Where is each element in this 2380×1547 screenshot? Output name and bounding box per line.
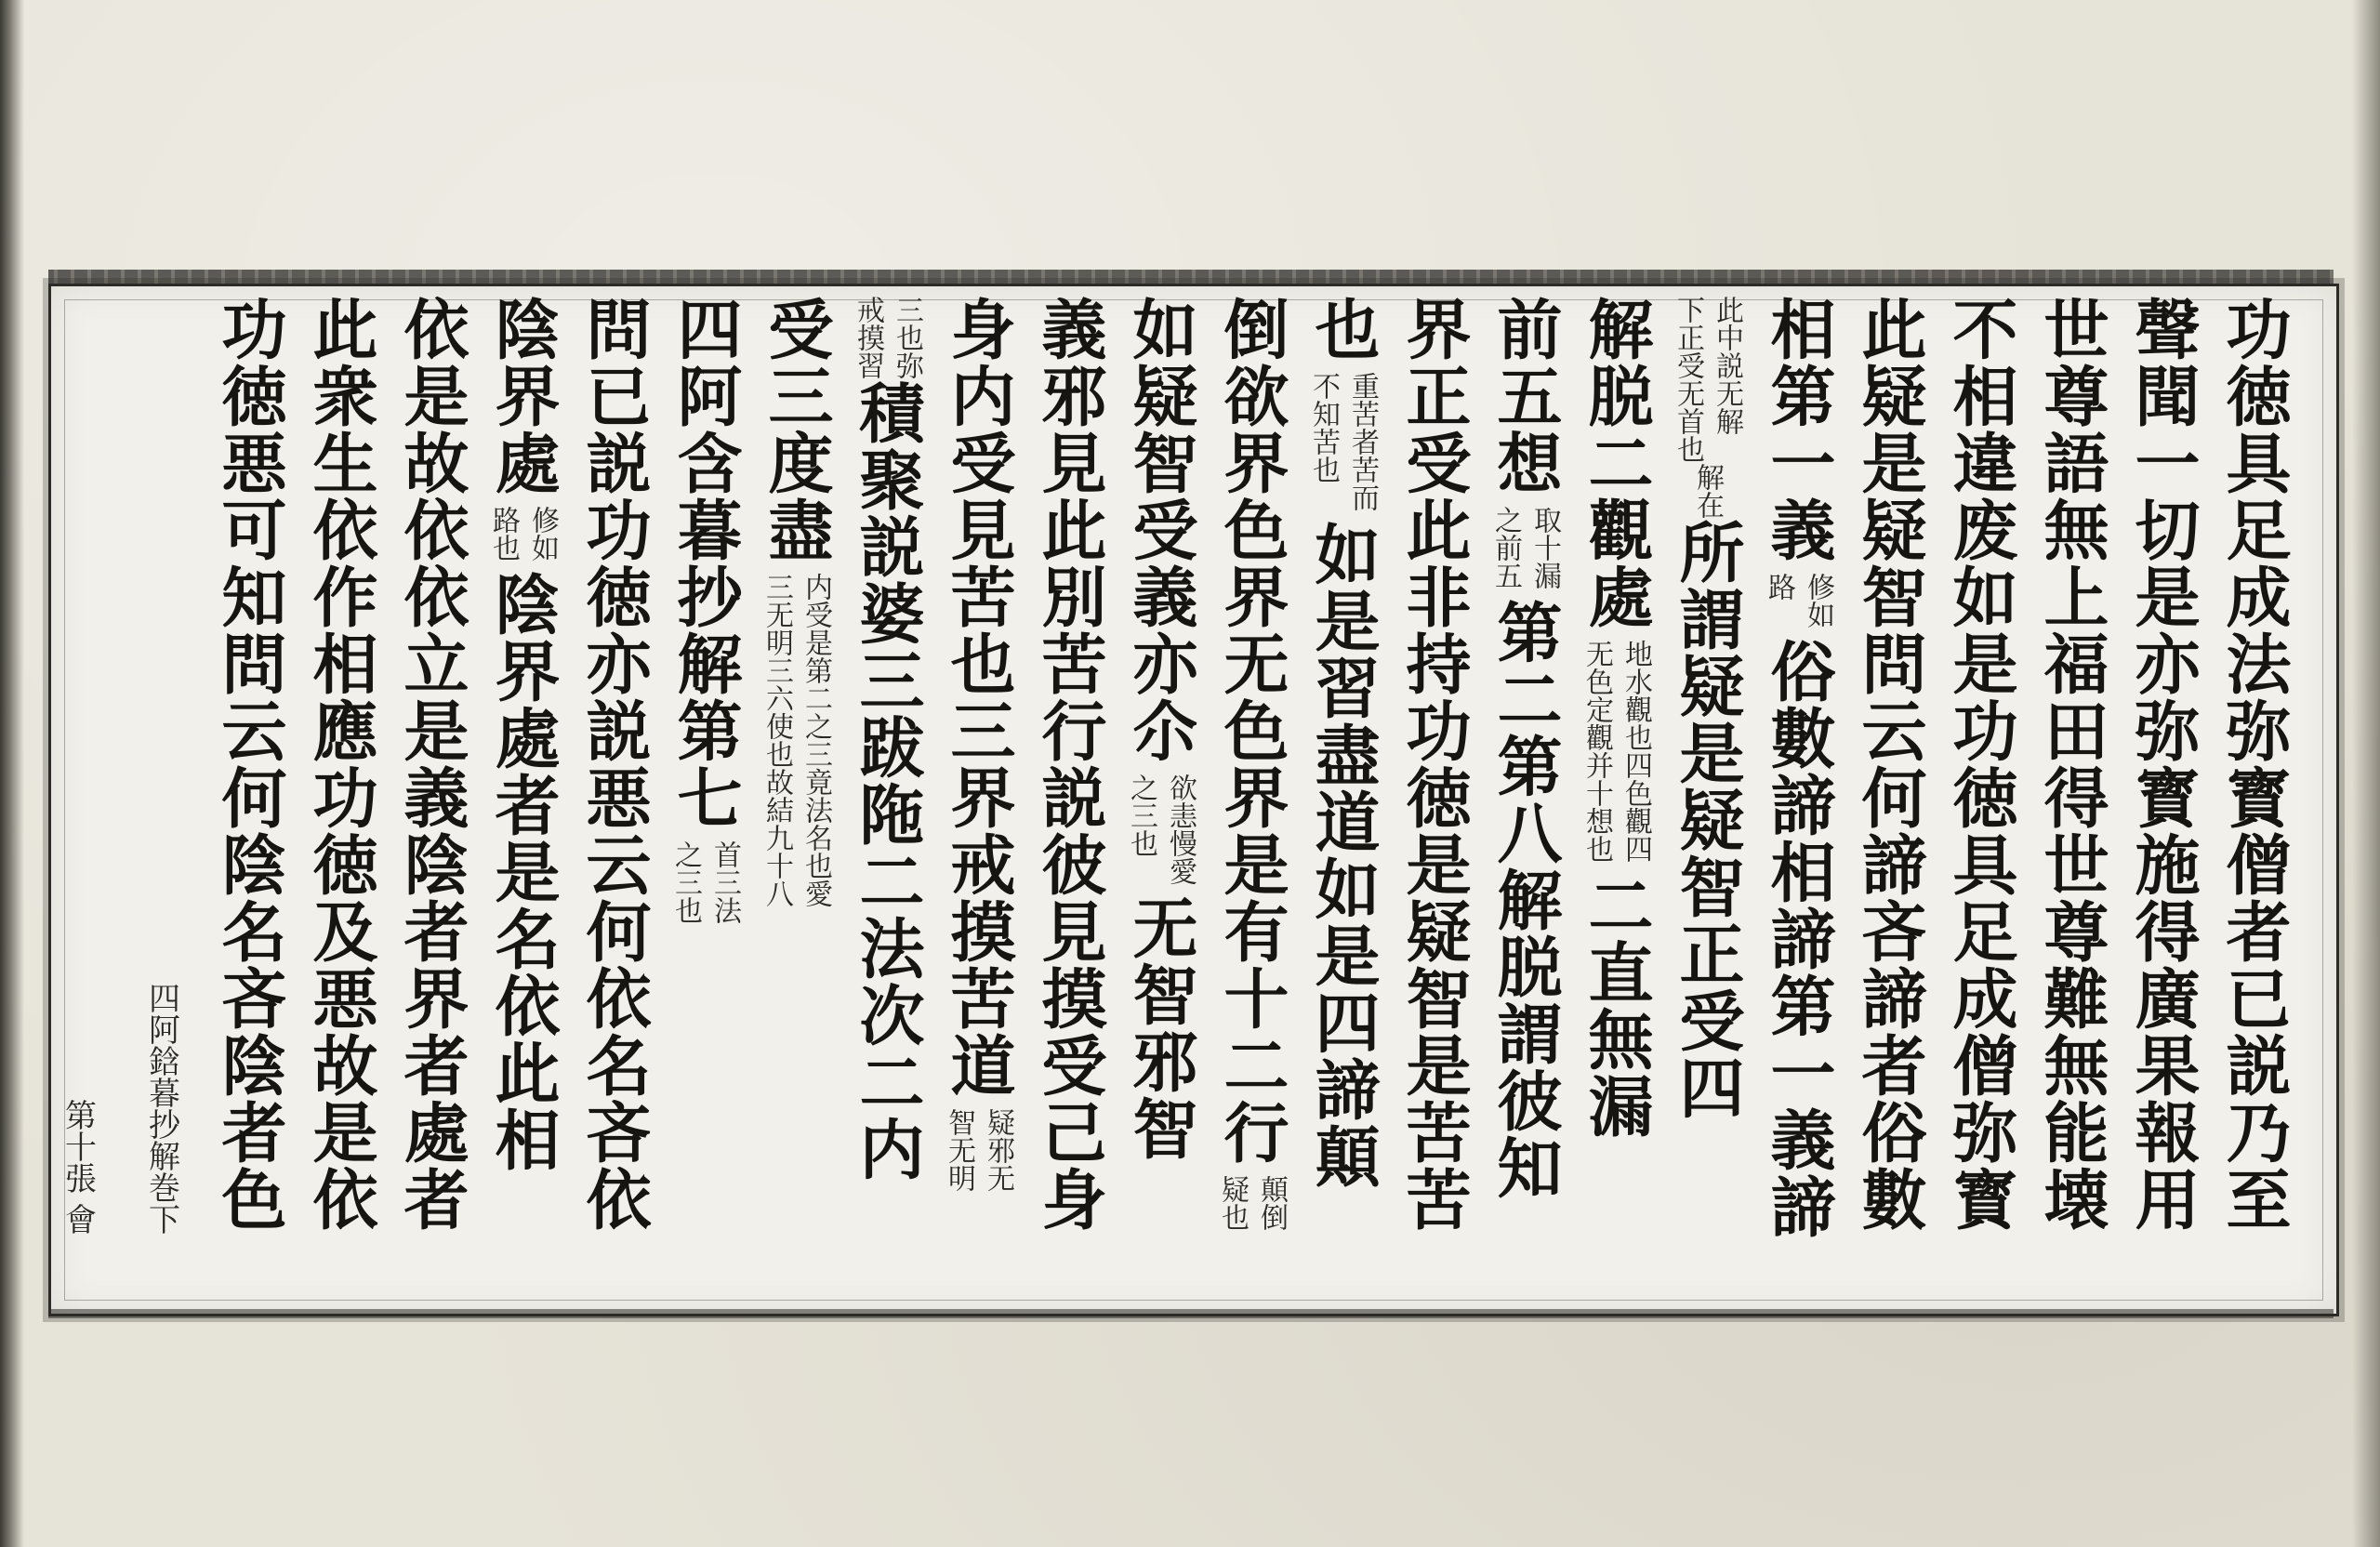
block-footer: [120, 296, 204, 1281]
note-line: 戒摸習: [852, 296, 884, 379]
text-column-17: [750, 296, 841, 1281]
interlinear-note: [484, 506, 561, 562]
column-text-top: 解脱二觀處: [1578, 296, 1655, 630]
note-line: 修如: [1802, 573, 1834, 628]
interlinear-note: [667, 840, 743, 924]
column-text: 聲聞一切是亦弥寳施得廣果報用: [2124, 296, 2202, 1233]
note-line: 无色定觀并十想也: [1580, 640, 1613, 863]
carver-mark: 會: [59, 1203, 97, 1235]
column-text-top: 也: [1304, 296, 1382, 363]
note-line: 此中説无解: [1711, 296, 1743, 435]
page-number: 第十張: [59, 1099, 97, 1194]
interlinear-note: [1122, 774, 1198, 885]
note-line: 下正受无首也: [1672, 296, 1704, 463]
text-column-13: [1115, 296, 1206, 1281]
note-line: 地水觀也四色觀四: [1620, 640, 1652, 863]
right-spine-fold: [2352, 0, 2380, 1547]
interlinear-note: [940, 1108, 1016, 1192]
note-line: 智无明: [943, 1108, 975, 1192]
column-text: 功徳具足成法弥寳僧者已説乃至: [2215, 296, 2293, 1233]
note-line: 取十漏: [1528, 506, 1561, 589]
woodblock-print-panel: [48, 284, 2339, 1316]
column-text-bottom: 陰界處者是名依此相: [484, 571, 562, 1173]
interlinear-note: [1578, 640, 1654, 863]
note-line: 疑也: [1216, 1175, 1249, 1231]
column-text: 功徳悪可知問云何陰名吝陰者色: [211, 296, 288, 1233]
column-text-top: 身内受見苦也三界戒摸苦道: [940, 296, 1017, 1099]
text-column-14: [1024, 296, 1115, 1281]
column-text: 不相違废如是功徳具足成僧弥寳: [1942, 296, 2019, 1233]
text-column-21: [386, 296, 477, 1281]
left-spine-fold: [0, 0, 24, 1547]
column-text-bottom: 第二第八解脱謂彼知: [1487, 599, 1564, 1201]
column-text-top: 受三度盡: [758, 296, 835, 563]
column-text: 此衆生依作相應功徳及悪故是依: [302, 296, 379, 1233]
text-column-18: [659, 296, 750, 1281]
text-column-3: [2026, 296, 2117, 1281]
note-line: 内受是第二之三竟法名也愛: [800, 573, 832, 907]
interlinear-note: [1304, 372, 1381, 511]
text-column-12: [1206, 296, 1297, 1281]
column-text: 義邪見此別苦行説彼見摸受己身: [1031, 296, 1108, 1233]
chapter-heading: 四阿含暮抄解第七: [667, 296, 744, 831]
interlinear-note: [1760, 573, 1836, 628]
interlinear-note: [1213, 1175, 1289, 1231]
text-column-16: [841, 296, 932, 1281]
note-line: 之前五: [1489, 506, 1522, 589]
column-text-bottom: 所謂疑是疑智正受四: [1669, 519, 1746, 1121]
text-column-22: [295, 296, 386, 1281]
text-column-8: [1570, 296, 1661, 1281]
note-tail: 解在: [1691, 463, 1724, 519]
text-column-1: [2208, 296, 2299, 1281]
column-text: 問已説功徳亦説悪云何依名吝依: [575, 296, 653, 1233]
column-text: 此疑是疑智問云何諦吝諦者俗數: [1851, 296, 1928, 1233]
note-line: 之三也: [669, 840, 702, 924]
book-title-margin: 四阿鋡暮抄解巻下: [142, 982, 180, 1235]
text-column-5: [1844, 296, 1935, 1281]
text-column-20: [477, 296, 568, 1281]
note-line: 三无明三六使也故結九十八: [760, 573, 793, 907]
column-text: 依是故依依立是義陰者界者處者: [393, 296, 470, 1233]
text-column-10: [1388, 296, 1479, 1281]
column-text-top: 前五想: [1487, 296, 1564, 496]
column-text-top: 如疑智受義亦尒: [1122, 296, 1199, 764]
note-line: 重苦者苦而: [1346, 372, 1379, 511]
text-column-23: [204, 296, 295, 1281]
text-column-9: [1479, 296, 1570, 1281]
interlinear-note: [1487, 506, 1563, 589]
text-column-2: [2117, 296, 2208, 1281]
column-text-bottom: 如是習盡道如是四諦顛: [1304, 521, 1382, 1190]
column-text: 世尊語無上福田得世尊難無能壊: [2033, 296, 2110, 1233]
text-column-11: [1297, 296, 1388, 1281]
note-line: 疑邪无: [982, 1108, 1014, 1192]
block-footer-page: [36, 296, 120, 1281]
note-line: 顛倒: [1255, 1175, 1288, 1231]
column-text-bottom: 二直無漏: [1578, 872, 1655, 1140]
text-column-19: [568, 296, 659, 1281]
note-line: 不知苦也: [1307, 372, 1340, 483]
note-line: 首三法: [708, 840, 741, 924]
column-text-bottom: 積聚説婆三跋陁二法次二内: [849, 379, 926, 1183]
note-line: 三也弥: [891, 296, 923, 379]
interlinear-note: [849, 296, 925, 379]
column-text: 界正受此非持功徳是疑智是苦苦: [1395, 296, 1473, 1233]
column-text-top: 陰界處: [484, 296, 562, 496]
text-column-4: [1935, 296, 2026, 1281]
column-text-bottom: 无智邪智: [1122, 894, 1199, 1162]
text-column-15: [932, 296, 1024, 1281]
text-columns: [36, 296, 2299, 1281]
column-text-top: 相第一義: [1760, 296, 1837, 563]
interlinear-note: [1669, 296, 1745, 463]
note-line: 欲恚慢愛: [1164, 774, 1197, 885]
column-text-bottom: 俗數諦相諦第一義諦: [1760, 638, 1837, 1240]
bottom-edge: [48, 1309, 2334, 1318]
column-text-top: 倒欲界色界无色界是有十二行: [1213, 296, 1290, 1166]
text-column-6: [1752, 296, 1844, 1281]
interlinear-note: [758, 573, 834, 907]
note-line: 修如: [526, 506, 559, 562]
note-line: 之三也: [1125, 774, 1157, 857]
text-column-7: [1661, 296, 1752, 1281]
note-line: 路也: [487, 506, 520, 562]
note-line: 路: [1763, 573, 1795, 601]
